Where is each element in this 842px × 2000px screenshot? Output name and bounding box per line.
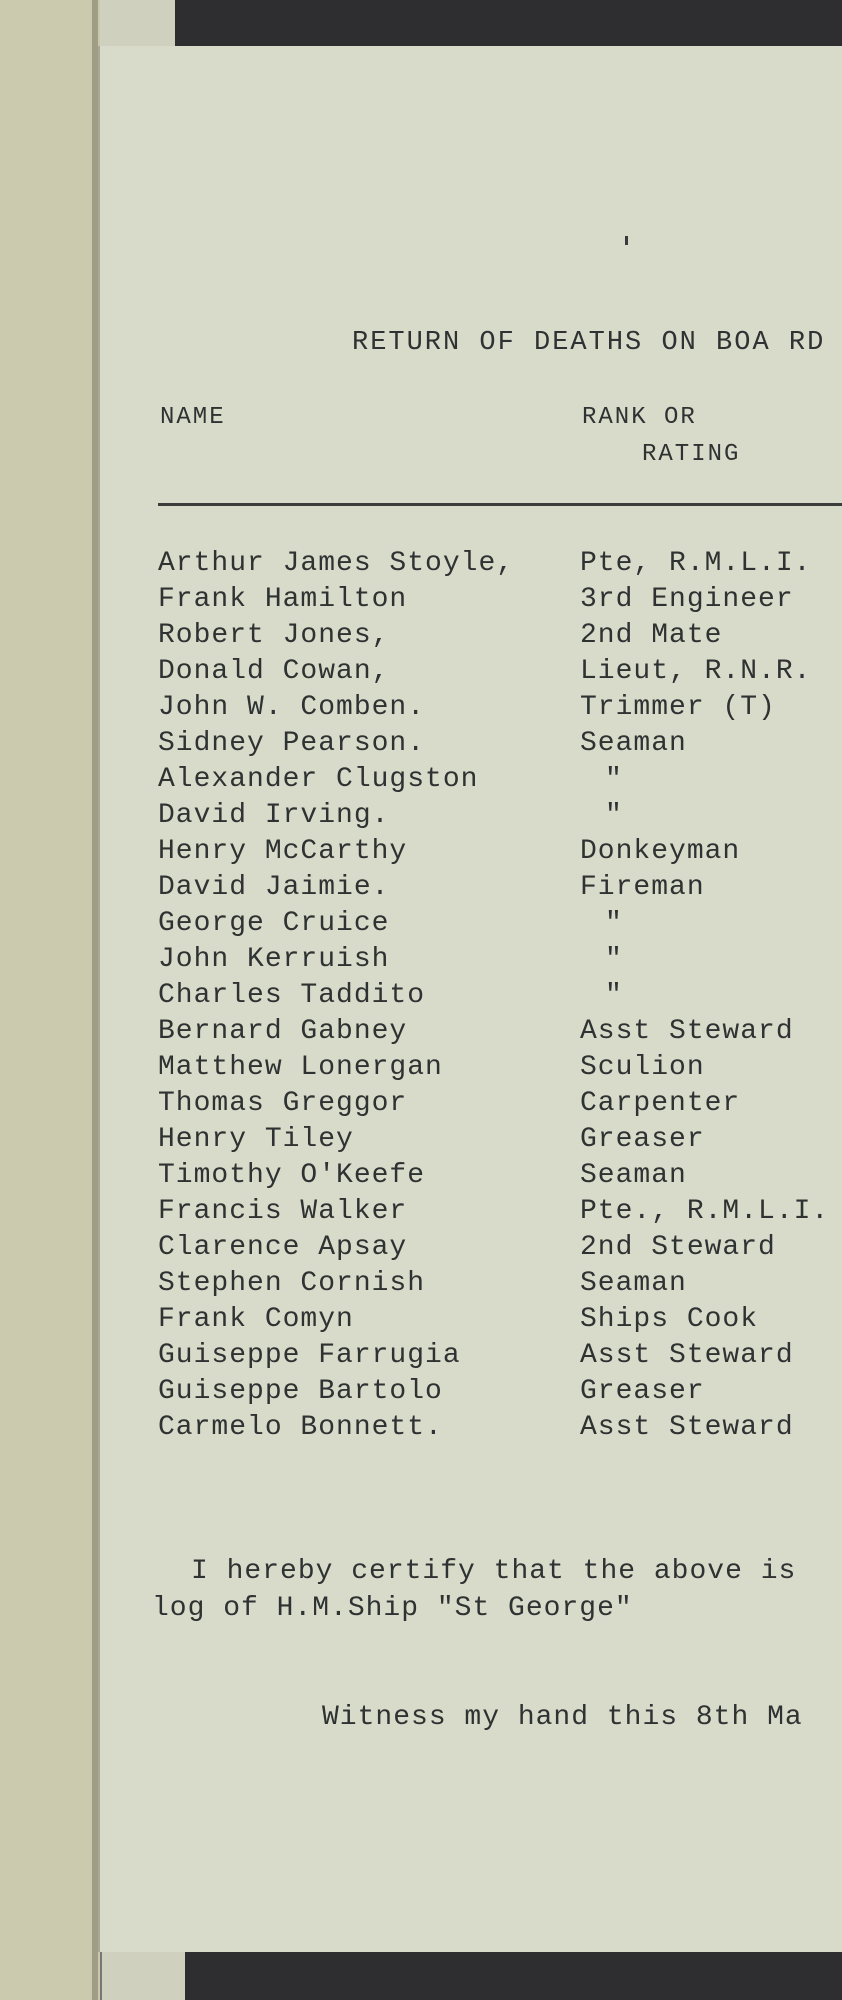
deceased-name: Donald Cowan, [158,656,390,687]
deceased-name: Henry Tiley [158,1124,354,1155]
rank-or-rating: Trimmer (T) [580,692,776,723]
document-title: RETURN OF DEATHS ON BOA RD [352,328,826,358]
deceased-name: Charles Taddito [158,980,426,1011]
deceased-name: George Cruice [158,908,390,939]
rank-or-rating: " [605,944,623,975]
rank-or-rating: Ships Cook [580,1304,759,1335]
dark-backdrop-bottom [185,1952,842,2000]
deceased-name: Frank Hamilton [158,584,408,615]
rank-or-rating: " [605,764,623,795]
deceased-name: Guiseppe Farrugia [158,1340,461,1371]
table-row [100,692,842,728]
rank-or-rating: Lieut, R.N.R. [580,656,812,687]
deceased-name: Arthur James Stoyle, [158,548,515,579]
rank-or-rating: 2nd Steward [580,1232,776,1263]
column-header-rank: RANK OR [582,404,697,431]
rank-or-rating: Greaser [580,1124,705,1155]
folder-tab-bottom [100,1952,189,2000]
rank-or-rating: " [605,800,623,831]
table-row [100,1340,842,1376]
table-row [100,944,842,980]
deceased-name: Carmelo Bonnett. [158,1412,443,1443]
table-row [100,800,842,836]
table-row [100,908,842,944]
document-page [98,46,842,1952]
rank-or-rating: Carpenter [580,1088,741,1119]
rank-or-rating: Greaser [580,1376,705,1407]
deceased-name: Francis Walker [158,1196,408,1227]
table-row [100,1196,842,1232]
deceased-name: Sidney Pearson. [158,728,426,759]
deceased-name: David Irving. [158,800,390,831]
deceased-name: Timothy O'Keefe [158,1160,426,1191]
binder-background [0,0,98,2000]
table-row [100,836,842,872]
rank-or-rating: Donkeyman [580,836,741,867]
deceased-name: Guiseppe Bartolo [158,1376,443,1407]
rank-or-rating: 2nd Mate [580,620,723,651]
certification-line-1: I hereby certify that the above is [191,1556,797,1587]
table-row [100,548,842,584]
rank-or-rating: Asst Steward [580,1412,794,1443]
table-row [100,620,842,656]
deceased-name: John Kerruish [158,944,390,975]
rank-or-rating: 3rd Engineer [580,584,794,615]
deceased-name: Frank Comyn [158,1304,354,1335]
table-row [100,1412,842,1448]
rank-or-rating: Pte., R.M.L.I. [580,1196,830,1227]
header-rule [158,503,842,506]
table-row [100,1268,842,1304]
table-row [100,1232,842,1268]
rank-or-rating: Asst Steward [580,1340,794,1371]
rank-or-rating: Sculion [580,1052,705,1083]
certification-line-2: log of H.M.Ship "St George" [152,1593,633,1624]
deceased-name: David Jaimie. [158,872,390,903]
ink-speck [625,236,628,245]
deceased-name: Alexander Clugston [158,764,479,795]
deceased-name: Robert Jones, [158,620,390,651]
witness-line: Witness my hand this 8th Ma [322,1702,803,1733]
deceased-name: John W. Comben. [158,692,426,723]
table-row [100,656,842,692]
column-header-rating: RATING [642,441,741,468]
rank-or-rating: " [605,908,623,939]
folder-tab-top [100,0,178,46]
deceased-name: Matthew Lonergan [158,1052,443,1083]
deceased-name: Henry McCarthy [158,836,408,867]
rank-or-rating: Fireman [580,872,705,903]
table-row [100,1124,842,1160]
table-row [100,1016,842,1052]
deceased-name: Bernard Gabney [158,1016,408,1047]
rank-or-rating: " [605,980,623,1011]
table-row [100,1052,842,1088]
rank-or-rating: Asst Steward [580,1016,794,1047]
deceased-name: Thomas Greggor [158,1088,408,1119]
deceased-name: Stephen Cornish [158,1268,426,1299]
deceased-name: Clarence Apsay [158,1232,408,1263]
table-row [100,728,842,764]
table-row [100,1376,842,1412]
dark-backdrop-top [175,0,842,46]
table-row [100,584,842,620]
rank-or-rating: Seaman [580,1160,687,1191]
table-row [100,1088,842,1124]
table-row [100,980,842,1016]
table-row [100,872,842,908]
table-row [100,1304,842,1340]
rank-or-rating: Seaman [580,728,687,759]
column-header-name: NAME [160,404,226,431]
table-row [100,764,842,800]
table-row [100,1160,842,1196]
rank-or-rating: Pte, R.M.L.I. [580,548,812,579]
rank-or-rating: Seaman [580,1268,687,1299]
